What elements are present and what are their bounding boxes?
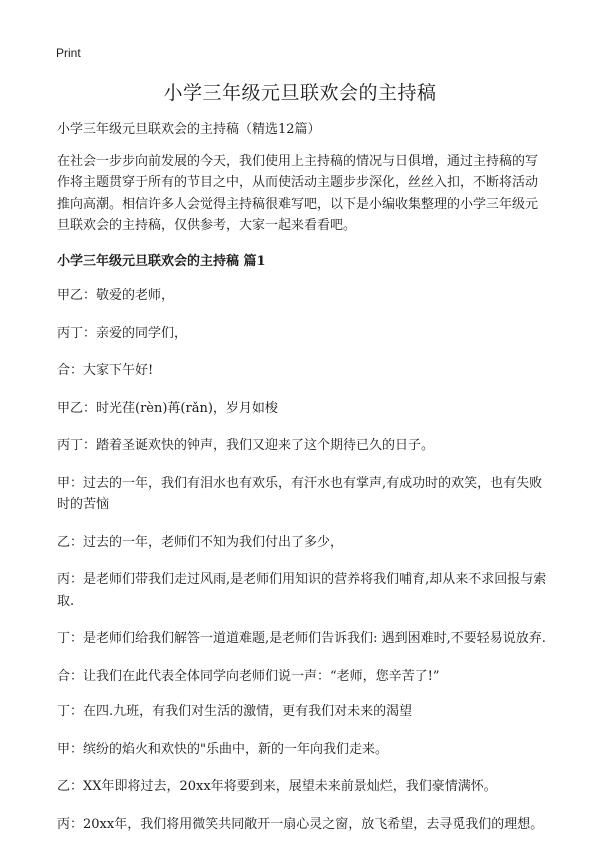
script-line: 甲乙：敬爱的老师， — [57, 288, 175, 303]
script-line: 甲：缤纷的焰火和欢快的"乐曲中，新的一年向我们走来。 — [57, 741, 388, 757]
script-line: 乙：XX年即将过去，20xx年将要到来，展望未来前景灿烂，我们豪情满怀。 — [57, 779, 497, 794]
print-link[interactable]: Print — [56, 46, 81, 60]
document-body — [57, 119, 549, 851]
script-line: 甲乙：时光荏(rèn)苒(rǎn)，岁月如梭 — [57, 400, 278, 416]
script-line: 乙：过去的一年，老师们不知为我们付出了多少， — [57, 534, 344, 550]
script-line: 合：大家下午好! — [57, 363, 154, 378]
script-line: 合：让我们在此代表全体同学向老师们说一声：“老师，您辛苦了!” — [57, 668, 440, 684]
script-line: 丙丁：亲爱的同学们， — [57, 325, 188, 341]
document-subtitle: 小学三年级元旦联欢会的主持稿（精选12篇） — [57, 122, 321, 137]
section-heading: 小学三年级元旦联欢会的主持稿 篇1 — [57, 253, 266, 269]
script-line: 丁：是老师们给我们解答一道道难题,是老师们告诉我们: 遇到困难时,不要轻易说放弃. — [57, 631, 546, 646]
script-line: 丙：20xx年，我们将用微笑共同敞开一扇心灵之窗，放飞希望，去寻觅我们的理想。 — [57, 816, 544, 832]
intro-paragraph: 在社会一步步向前发展的今天，我们使用上主持稿的情况与日俱增，通过主持稿的写作将主题贯穿于所有的节目之中，从而使活动主题步步深化，丝丝入扣，不断将活动推向高潮。相信许多人会觉得主持稿很难写吧，以下是小编收集整理的小学三年级元旦联欢会的主持稿，仅供参考，大家一起来看看吧。 — [57, 153, 539, 233]
page-title: 小学三年级元旦联欢会的主持稿 — [163, 82, 437, 104]
script-line: 丁：在四.九班，有我们对生活的激情，更有我们对未来的渴望 — [57, 704, 413, 719]
script-line: 丙：是老师们带我们走过风雨,是老师们用知识的营养将我们哺育,却从来不求回报与索取. — [57, 572, 547, 609]
script-line: 丙丁：踏着圣诞欢快的钟声，我们又迎来了这个期待已久的日子。 — [57, 438, 435, 453]
script-line: 甲：过去的一年，我们有泪水也有欢乐，有汗水也有掌声,有成功时的欢笑，也有失败时的苦恼 — [57, 475, 543, 512]
